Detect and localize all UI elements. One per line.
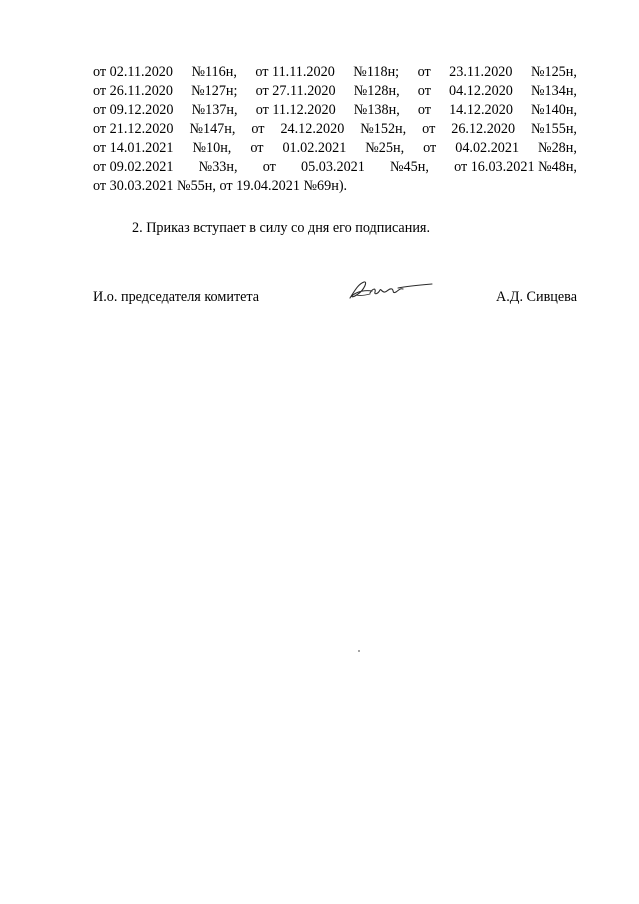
line-word: №118н; [353,64,400,80]
scan-speck [358,650,360,652]
line-word: 14.12.2020 [449,102,513,118]
signature-block [93,288,577,310]
line-word: 24.12.2020 [280,121,345,137]
line-word: 04.02.2021 [455,140,520,156]
line-text: от 30.03.2021 №55н, от 19.04.2021 №69н). [93,178,348,194]
paragraph-line [93,139,577,158]
line-word: №116н, [191,64,237,80]
line-word: от [251,121,265,137]
line-word: от [250,140,264,156]
line-word: от 11.12.2020 [255,102,336,118]
line-word: от [423,140,437,156]
line-word: от 09.02.2021 [93,159,174,175]
paragraph-line [93,120,577,139]
paragraph-line [93,158,577,177]
line-word: №140н, [531,102,577,118]
line-word: №147н, [189,121,236,137]
line-word: №155н, [531,121,577,137]
amendment-list-paragraph [93,63,577,196]
line-word: от 14.01.2021 [93,140,174,156]
line-word: от [262,159,276,175]
paragraph-line [93,101,577,120]
line-word: от [417,102,431,118]
line-word: 26.12.2020 [451,121,516,137]
clause-2-text: 2. Приказ вступает в силу со дня его подписания. [132,220,430,236]
paragraph-line [93,82,577,101]
line-word: №28н, [538,140,577,156]
line-word: от [422,121,436,137]
line-word: №128н, [353,83,400,99]
line-word: от 09.12.2020 [93,102,174,118]
line-word: №25н, [365,140,405,156]
handwritten-signature [346,276,434,304]
line-word: от [417,64,431,80]
line-word: №138н, [353,102,400,118]
line-word: 05.03.2021 [301,159,365,175]
line-word: №45н, [390,159,429,175]
line-word: 01.02.2021 [282,140,347,156]
line-word: №127н; [191,83,238,99]
line-word: от 11.11.2020 [255,64,335,80]
line-word: 04.12.2020 [449,83,513,99]
line-word: от 21.12.2020 [93,121,174,137]
line-word: №134н, [531,83,577,99]
line-word: №125н, [530,64,577,80]
line-word: №137н, [191,102,238,118]
line-word: №10н, [192,140,232,156]
line-word: 23.11.2020 [449,64,513,80]
line-word: №33н, [198,159,238,175]
signatory-position: И.о. председателя комитета [93,289,260,305]
line-word: от 26.11.2020 [93,83,173,99]
paragraph-line [93,63,577,82]
paragraph-line [93,177,577,196]
line-word: от 27.11.2020 [255,83,336,99]
line-word: №152н, [360,121,407,137]
signatory-name: А.Д. Сивцева [495,289,577,305]
line-word: от [417,83,431,99]
line-word: от 16.03.2021 №48н, [454,159,577,175]
line-word: от 02.11.2020 [93,64,173,80]
